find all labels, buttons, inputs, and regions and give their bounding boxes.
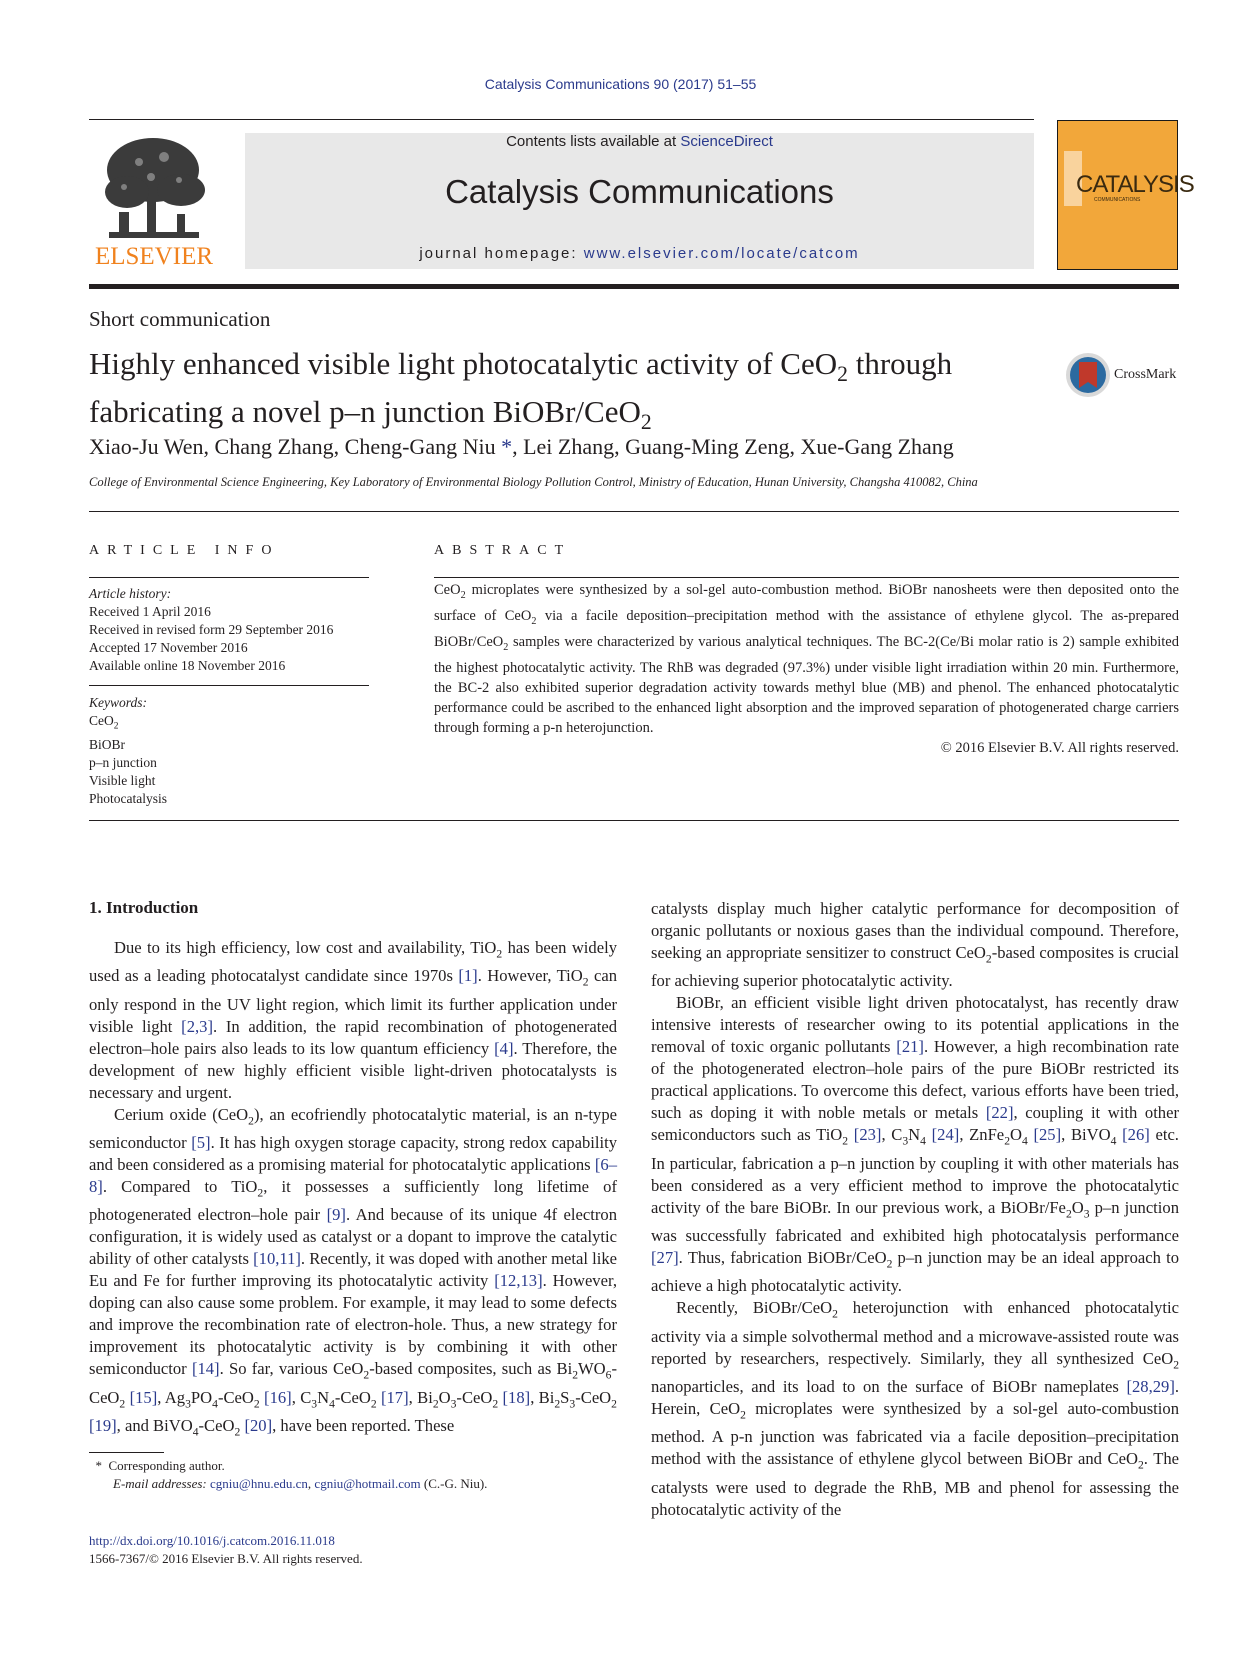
journal-banner (245, 133, 1034, 269)
footnote (89, 1457, 487, 1493)
affiliation-rule (89, 511, 1179, 512)
citation-link[interactable]: [6–8] (89, 1154, 617, 1196)
history-label: Article history: (89, 586, 172, 601)
intro-right-column (651, 898, 1179, 1521)
abstract-body: CeO$_2$ microplates were synthesized by a sol-gel auto-combustion method. BiOBr nanosheets were then deposited onto the surface of CeO$_2$ via a facile deposition–precipitation method with the assistance of ethylene glycol. The as-prepared BiOBr/CeO$_2$ samples were characterized by various analytical techniques. The BC-2(Ce/Bi molar ratio is 2) sample exhibited the highest photocatalytic activity. The RhB was degraded (97.3%) under visible light irradiation within 20 min. Furthermore, the BC-2 also exhibited superior degradation activity towards methyl blue (MB) and phenol. The enhanced photocatalytic performance could be ascribed to the enhanced light absorption and the improved separation of photogenerated charge carriers through forming a p-n heterojunction. (434, 582, 1179, 736)
history-item: Accepted 17 November 2016 (89, 640, 248, 655)
journal-title: Catalysis Communications (445, 173, 834, 210)
article-title: Highly enhanced visible light photocatalytic activity of CeO$_2$ through fabricating a novel p–n junction BiOBr/CeO$_2$ (89, 346, 953, 435)
abstract-heading: ABSTRACT (434, 543, 572, 558)
author-list: Xiao-Ju Wen, Chang Zhang, Cheng-Gang Niu *, Lei Zhang, Guang-Ming Zeng, Xue-Gang Zhang (89, 434, 954, 459)
citation-link[interactable]: [20] (244, 1415, 273, 1435)
citation-link[interactable]: [10,11] (253, 1249, 301, 1269)
citation-link[interactable]: [26] (1122, 1125, 1150, 1145)
running-head[interactable]: Catalysis Communications 90 (2017) 51–55 (484, 76, 757, 92)
journal-cover[interactable] (1057, 120, 1194, 270)
citation-link[interactable]: [28,29] (1126, 1376, 1175, 1396)
citation-link[interactable]: [4] (494, 1038, 514, 1058)
header-thick-rule (89, 284, 1179, 289)
citation-link[interactable]: [22] (985, 1103, 1014, 1123)
citation-link[interactable]: [14] (191, 1359, 220, 1379)
keyword: CeO$_2$ (89, 713, 119, 732)
keywords-rule (89, 685, 369, 686)
affiliation: College of Environmental Science Engineering, Key Laboratory of Environmental Biology Pollution Control, Ministry of Education, Hunan University, Changsha 410082, China (89, 475, 978, 489)
intro-left-column (89, 937, 617, 1443)
citation-link[interactable]: [19] (89, 1415, 117, 1435)
citation-link[interactable]: [16] (264, 1387, 292, 1407)
issn-line: 1566-7367/© 2016 Elsevier B.V. All rights reserved. (89, 1551, 363, 1566)
cover-title: CATALYSIS (1076, 171, 1194, 198)
cover-subtitle: COMMUNICATIONS (1094, 197, 1141, 203)
citation-link[interactable]: [2,3] (181, 1016, 213, 1036)
citation-link[interactable]: [1] (458, 966, 478, 986)
abstract-text (434, 580, 1179, 758)
crossmark-badge[interactable] (1065, 352, 1180, 402)
article-info (89, 585, 369, 808)
abstract-rule (434, 577, 1179, 578)
corresponding-note: * Corresponding author. (89, 1458, 225, 1473)
citation-link[interactable]: [25] (1033, 1125, 1062, 1145)
paragraph: BiOBr, an efficient visible light driven photocatalyst, has recently draw intensive interests of researcher owing to its potential applications in the removal of toxic organic pollutants [21]. However, a high recombination rate of the photogenerated electron–hole pairs of the pure BiOBr restricted its practical applications. To overcome this defect, various efforts have been tried, such as doping it with noble metals or metals [22], coupling it with other semiconductors such as TiO$_2$ [23], $C_3N_4$ [24], $ZnFe_2O_4$ [25], BiVO$_4$ [26] etc. In particular, fabrication a p–n junction by coupling it with other materials has been considered as a very efficient method to improve the photocatalytic activity of the bare BiOBr. In our previous work, a BiOBr/$Fe_2O_3$ p–n junction was successfully fabricated and exhibited high photocatalysis performance [27]. Thus, fabrication BiOBr/CeO$_2$ p–n junction may be an ideal approach to achieve a high photocatalytic activity. (651, 993, 1179, 1296)
paragraph: Cerium oxide (CeO$_2$), an ecofriendly photocatalytic material, is an n-type semiconductor [5]. It has high oxygen storage capacity, strong redox capability and been considered as a promising material for photocatalytic applications [6–8]. Compared to TiO$_2$, it possesses a sufficiently long lifetime of photogenerated electron–hole pair [9]. And because of its unique 4f electron configuration, it is widely used as catalyst or a dopant to improve the catalytic ability of other catalysts [10,11]. Recently, it was doped with another metal like Eu and Fe for further improving its photocatalytic activity [12,13]. However, doping can also cause some problem. For example, it may lead to some defects and improve the recombination rate of electron-hole. Thus, a new strategy for improvement its photocatalytic activity is by combining it with other semiconductor [14]. So far, various CeO$_2$-based composites, such as $Bi_2WO_6-CeO_2$ [15], $Ag_3PO_4-CeO_2$ [16], $C_3N_4-CeO_2$ [17], $Bi_2O_3-CeO_2$ [18], $Bi_2S_3-CeO_2$ [19], and BiVO$_4$-CeO$_2$ [20], have been reported. These (89, 1104, 618, 1439)
email-link[interactable]: cgniu@hnu.edu.cn (210, 1476, 308, 1491)
paragraph: catalysts display much higher catalytic performance for decomposition of organic pollutants or noxious gases than the individual compound. Therefore, seeking an appropriate sensitizer to construct CeO$_2$-based composites is crucial for achieving superior photocatalytic activity. (651, 899, 1180, 991)
citation-link[interactable]: [21] (896, 1037, 924, 1057)
footnote-rule (89, 1452, 164, 1453)
info-rule (89, 577, 369, 578)
citation-link[interactable]: [5] (191, 1132, 211, 1152)
homepage-link[interactable]: www.elsevier.com/locate/catcom (583, 245, 860, 262)
doi-link[interactable]: http://dx.doi.org/10.1016/j.catcom.2016.11.018 (89, 1533, 335, 1548)
citation-link[interactable]: [18] (502, 1387, 531, 1407)
article-info-heading: ARTICLE INFO (89, 543, 280, 558)
abstract-copyright: © 2016 Elsevier B.V. All rights reserved. (940, 739, 1179, 756)
citation-link[interactable]: [27] (651, 1247, 679, 1267)
paragraph: Due to its high efficiency, low cost and availability, TiO$_2$ has been widely used as a leading photocatalyst candidate since 1970s [1]. However, TiO$_2$ can only respond in the UV light region, which limit its further application under visible light [2,3]. In addition, the rapid recombination of photogenerated electron–hole pairs also leads to its low quantum efficiency [4]. Therefore, the development of new highly efficient visible light-driven photocatalysts is necessary and urgent. (89, 938, 617, 1102)
keyword: BiOBr (89, 736, 126, 752)
header-rule (89, 119, 1034, 120)
abstract-end-rule (89, 820, 1179, 821)
citation-link[interactable]: [9] (326, 1205, 346, 1225)
elsevier-logo (89, 132, 219, 272)
keyword: Visible light (89, 772, 156, 788)
sciencedirect-link[interactable]: ScienceDirect (680, 133, 773, 150)
history-item: Received 1 April 2016 (89, 604, 211, 619)
history-item: Available online 18 November 2016 (89, 658, 286, 673)
section-type: Short communication (89, 307, 271, 331)
contents-line: Contents lists available at ScienceDirect (506, 133, 773, 150)
corresponding-author-mark[interactable]: * (501, 434, 513, 459)
history-item: Received in revised form 29 September 2016 (89, 622, 334, 637)
paragraph: Recently, BiOBr/CeO$_2$ heterojunction with enhanced photocatalytic activity via a simple solvothermal method and a microwave-assisted route was reported by researchers, respectively. Similarly, they all synthesized CeO$_2$ nanoparticles, and its load to on the surface of BiOBr nameplates [28,29]. Herein, CeO$_2$ microplates were synthesized by a sol-gel auto-combustion method. A p-n junction was fabricated via a facile deposition–precipitation method with the assistance of ethylene glycol between BiOBr and CeO$_2$. The catalysts were used to degrade the RhB, MB and phenol for assessing the photocatalytic activity of the (651, 1298, 1179, 1519)
citation-link[interactable]: [23] (853, 1125, 882, 1145)
citation-link[interactable]: [12,13] (494, 1271, 543, 1291)
keyword: Photocatalysis (89, 790, 167, 806)
keywords-label: Keywords: (89, 695, 147, 710)
keyword: p–n junction (89, 754, 157, 770)
page-footer (89, 1532, 363, 1568)
journal-homepage: journal homepage: www.elsevier.com/locate/catcom (419, 245, 860, 262)
citation-link[interactable]: [15] (129, 1387, 158, 1407)
citation-link[interactable]: [24] (931, 1125, 960, 1145)
introduction-heading: 1. Introduction (89, 898, 199, 917)
citation-link[interactable]: [17] (380, 1387, 409, 1407)
email-line: E-mail addresses: cgniu@hnu.edu.cn, cgniu@hotmail.com (C.-G. Niu). (113, 1476, 488, 1491)
crossmark-label: CrossMark (1114, 367, 1177, 382)
email-link[interactable]: cgniu@hotmail.com (314, 1476, 421, 1491)
crossmark-icon (1065, 352, 1111, 398)
svg-text:ELSEVIER: ELSEVIER (94, 243, 214, 270)
